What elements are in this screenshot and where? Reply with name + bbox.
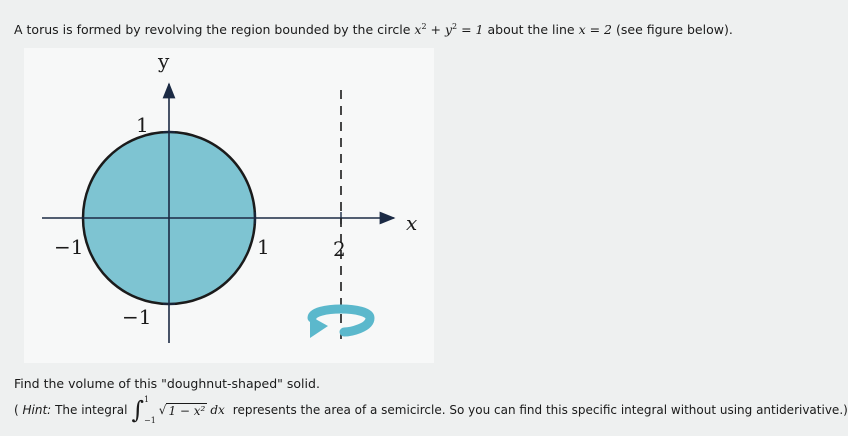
hint-pre-text: The integral: [55, 403, 128, 417]
x-axis-label: x: [406, 211, 418, 235]
problem-end: (see figure below).: [615, 22, 733, 38]
hint-post-text: represents the area of a semicircle. So you can find this specific integral without using antiderivative.): [232, 403, 848, 417]
sqrt-symbol: √: [158, 403, 167, 417]
hint-label: Hint:: [22, 403, 52, 417]
eq-plus: +: [426, 22, 445, 38]
tick-label-x-2: 2: [333, 237, 346, 261]
eq-x: x: [414, 22, 422, 38]
sqrt-radicand: 1 − x²: [168, 403, 206, 418]
integral-upper-limit: 1: [143, 395, 150, 404]
tick-label-x-neg1: −1: [54, 235, 84, 259]
hint: [14, 395, 848, 425]
integral-lower-limit: −1: [143, 416, 156, 425]
eq-y: y: [444, 22, 453, 38]
tick-label-y-1: 1: [136, 113, 149, 137]
differential: dx: [210, 403, 225, 417]
eq-rhs: = 1: [457, 22, 484, 38]
eq-exp-2: 2: [452, 22, 458, 31]
problem-mid: about the line: [487, 22, 575, 38]
problem-intro: A torus is formed by revolving the region bounded by the circle: [14, 22, 411, 38]
hint-open-paren: (: [14, 403, 19, 417]
figure-canvas: [24, 48, 434, 363]
integral-limits: [144, 395, 156, 425]
integral-sign: ∫: [131, 396, 144, 424]
integral-expression: [131, 395, 228, 425]
line-equation: x = 2: [578, 22, 612, 38]
tick-label-y-neg1: −1: [122, 305, 152, 329]
question: Find the volume of this "doughnut-shaped" solid.: [14, 376, 320, 391]
eq-exp-1: 2: [421, 22, 427, 31]
tick-label-x-1: 1: [257, 235, 270, 259]
y-axis-label: y: [158, 49, 170, 73]
sqrt-expression: [159, 403, 208, 418]
torus-figure: [24, 48, 434, 363]
rotation-arrow-icon: [310, 309, 370, 338]
circle-equation: [414, 22, 487, 37]
problem-statement: [14, 22, 733, 37]
